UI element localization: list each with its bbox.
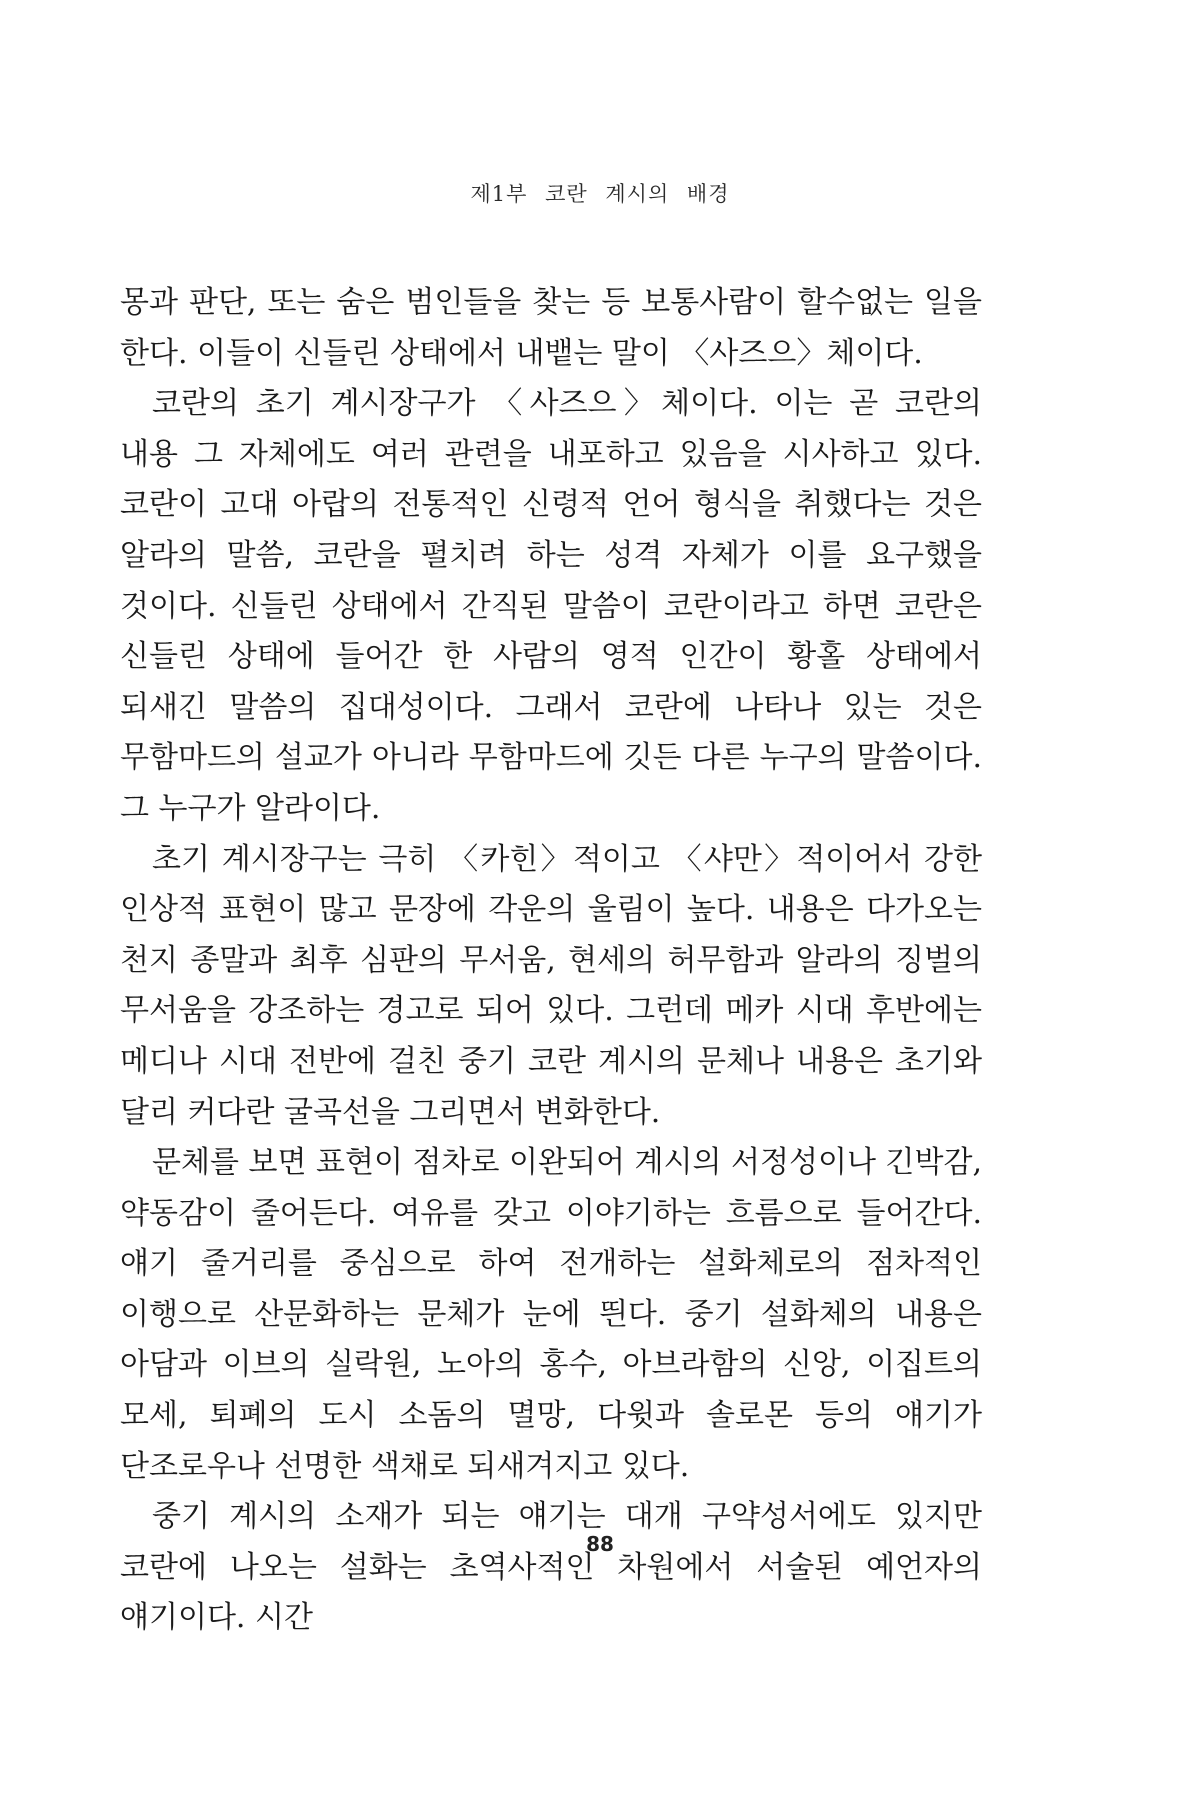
running-header: 제1부 코란 계시의 배경 [470, 182, 730, 206]
paragraph: 문체를 보면 표현이 점차로 이완되어 계시의 서정성이나 긴박감, 약동감이 줄어든다. 여유를 갖고 이야기하는 흐름으로 들어간다. 얘기 줄거리를 중심으로 하여 전개하는 설화체로의 점차적인 이행으로 산문화하는 문체가 눈에 띈다. 중기 설화체의 내용은 아담과 이브의 실락원, 노아의 홍수, 아브라함의 신앙, 이집트의 모세, 퇴폐의 도시 소돔의 멸망, 다윗과 솔로몬 등의 얘기가 단조로우나 선명한 색채로 되새겨지고 있다. [120, 1145, 982, 1484]
page-number: 88 [586, 1532, 614, 1556]
paragraph: 초기 계시장구는 극히 〈카힌〉적이고 〈샤만〉적이어서 강한 인상적 표현이 많고 문장에 각운의 울림이 높다. 내용은 다가오는 천지 종말과 최후 심판의 무서움, 현세의 허무함과 알라의 징벌의 무서움을 강조하는 경고로 되어 있다. 그런데 메카 시대 후반에는 메디나 시대 전반에 걸친 중기 코란 계시의 문체나 내용은 초기와 달리 커다란 굴곡선을 그리면서 변화한다. [120, 841, 982, 1130]
body-text [120, 278, 982, 1644]
paragraph: 중기 계시의 소재가 되는 얘기는 대개 구약성서에도 있지만 코란에 나오는 설화는 초역사적인 차원에서 서술된 예언자의 얘기이다. 시간 [120, 1499, 982, 1636]
paragraph: 코란의 초기 계시장구가 〈사즈으〉체이다. 이는 곧 코란의 내용 그 자체에도 여러 관련을 내포하고 있음을 시사하고 있다. 코란이 고대 아랍의 전통적인 신령적 언어 형식을 취했다는 것은 알라의 말씀, 코란을 펼치려 하는 성격 자체가 이를 요구했을 것이다. 신들린 상태에서 간직된 말씀이 코란이라고 하면 코란은 신들린 상태에 들어간 한 사람의 영적 인간이 황홀 상태에서 되새긴 말씀의 집대성이다. 그래서 코란에 나타나 있는 것은 무함마드의 설교가 아니라 무함마드에 깃든 다른 누구의 말씀이다. 그 누구가 알라이다. [120, 386, 982, 826]
paragraph: 몽과 판단, 또는 숨은 범인들을 찾는 등 보통사람이 할수없는 일을 한다. 이들이 신들린 상태에서 내뱉는 말이 〈사즈으〉체이다. [120, 285, 982, 371]
